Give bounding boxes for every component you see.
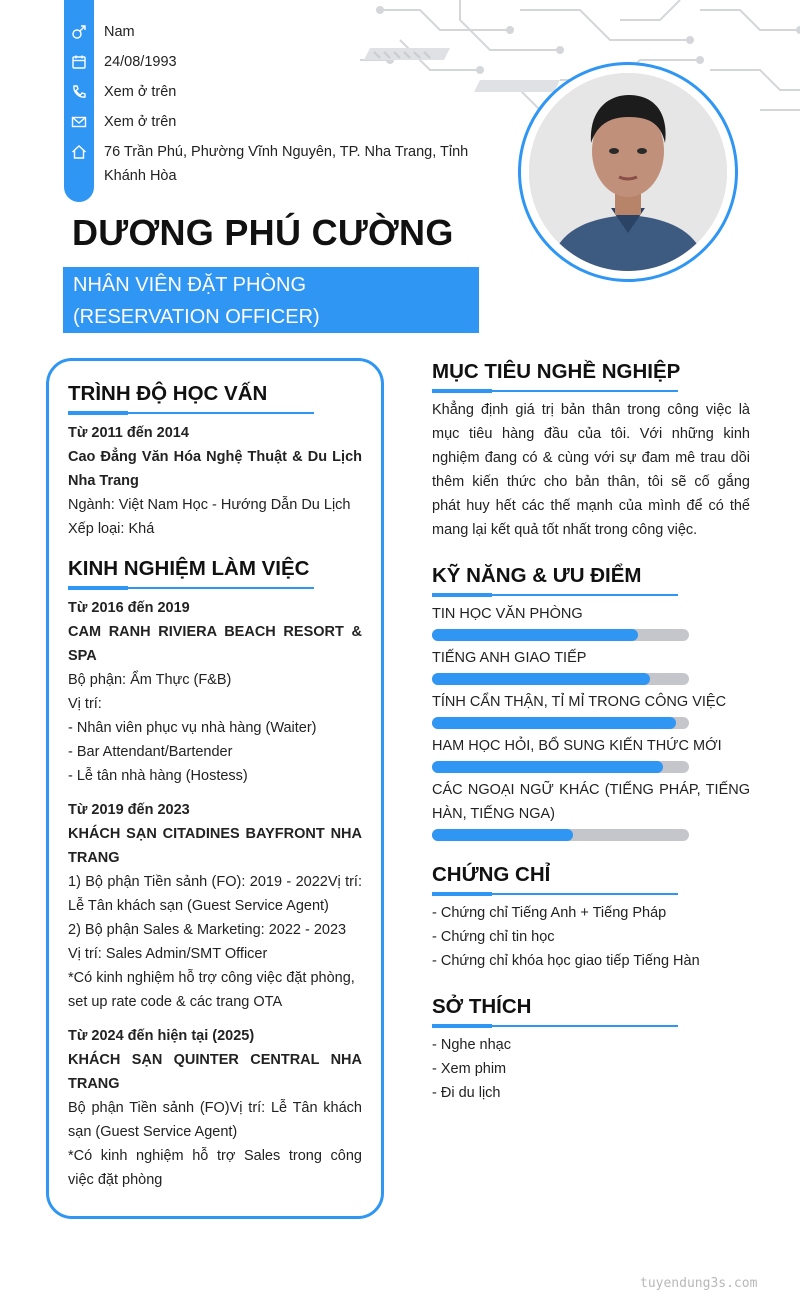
- job-title-line2: (RESERVATION OFFICER): [73, 306, 320, 328]
- job3-detail: việc đặt phòng: [68, 1172, 163, 1188]
- skill-bar-fill: [432, 673, 650, 685]
- objective-line: phát huy hết các thế mạnh của mình để có thể: [432, 498, 750, 514]
- job1-company-line2: SPA: [68, 648, 97, 664]
- education-grade: Xếp loại: Khá: [68, 521, 155, 537]
- job2-detail: set up rate code & các trang OTA: [68, 994, 283, 1010]
- skill-bar-fill: [432, 717, 676, 729]
- skill-label: TIN HỌC VĂN PHÒNG: [432, 606, 583, 622]
- job3-company-line2: TRANG: [68, 1076, 120, 1092]
- skills-heading-underline: [432, 594, 678, 596]
- job2-period: Từ 2019 đến 2023: [68, 802, 190, 818]
- birthday-text: 24/08/1993: [104, 54, 177, 70]
- job2-detail: *Có kinh nghiệm hỗ trợ công việc đặt phòng,: [68, 970, 355, 986]
- education-school-line1: Cao Đẳng Văn Hóa Nghệ Thuật & Du Lịch: [68, 449, 362, 465]
- profile-photo-frame: [518, 62, 738, 282]
- job2-detail: Vị trí: Sales Admin/SMT Officer: [68, 946, 268, 962]
- education-major: Ngành: Việt Nam Học - Hướng Dẫn Du Lịch: [68, 497, 351, 513]
- experience-heading: KINH NGHIỆM LÀM VIỆC: [68, 557, 310, 580]
- mail-icon: [64, 110, 94, 134]
- email-text: Xem ở trên: [104, 114, 177, 130]
- contact-gender: [64, 20, 474, 44]
- phone-text: Xem ở trên: [104, 84, 177, 100]
- gender-icon: [64, 20, 94, 44]
- skill-bar-track: [432, 761, 689, 773]
- job-title-banner: [63, 267, 479, 333]
- objective-line: thêm kiến thức cho bản thân, tôi sẽ cố gắng: [432, 474, 750, 490]
- hobbies-heading: SỞ THÍCH: [432, 995, 532, 1018]
- job2-detail: 2) Bộ phận Sales & Marketing: 2022 - 2023: [68, 922, 347, 938]
- job3-company-line1: KHÁCH SẠN QUINTER CENTRAL NHA: [68, 1052, 362, 1068]
- skill-bar-track: [432, 829, 689, 841]
- education-period: Từ 2011 đến 2014: [68, 425, 189, 441]
- job-title-line1: NHÂN VIÊN ĐẶT PHÒNG: [73, 274, 306, 296]
- skill-bar-fill: [432, 629, 638, 641]
- home-icon: [64, 140, 94, 164]
- skill-bar-fill: [432, 829, 573, 841]
- contact-email: [64, 110, 474, 134]
- hobbies-heading-underline: [432, 1025, 678, 1027]
- job3-detail: Bộ phận Tiền sảnh (FO)Vị trí: Lễ Tân khách: [68, 1100, 362, 1116]
- contact-birthday: [64, 50, 474, 74]
- job3-detail: sạn (Guest Service Agent): [68, 1124, 238, 1140]
- job2-detail: Lễ Tân khách sạn (Guest Service Agent): [68, 898, 329, 914]
- job1-detail: Bộ phận: Ẩm Thực (F&B): [68, 672, 232, 688]
- calendar-icon: [64, 50, 94, 74]
- certificate-item: - Chứng chỉ khóa học giao tiếp Tiếng Hàn: [432, 953, 700, 969]
- site-watermark: tuyendung3s.com: [640, 1276, 758, 1291]
- skill-label-line2: HÀN, TIẾNG NGA): [432, 806, 555, 822]
- objective-line: mang lại kết quả tốt nhất trong công việc.: [432, 522, 698, 538]
- skill-bar-track: [432, 673, 689, 685]
- objective-heading: MỤC TIÊU NGHỀ NGHIỆP: [432, 360, 681, 383]
- certificate-item: - Chứng chỉ Tiếng Anh + Tiếng Pháp: [432, 905, 667, 921]
- full-name: DƯƠNG PHÚ CƯỜNG: [72, 212, 454, 253]
- skill-label: HAM HỌC HỎI, BỔ SUNG KIẾN THỨC MỚI: [432, 738, 722, 754]
- job3-detail: *Có kinh nghiệm hỗ trợ Sales trong công: [68, 1148, 362, 1164]
- job2-detail: 1) Bộ phận Tiền sảnh (FO): 2019 - 2022Vị trí:: [68, 874, 362, 890]
- skill-label: TIẾNG ANH GIAO TIẾP: [432, 650, 587, 666]
- objective-line: nghiệm đang có & cùng với sự đam mê trau dồi: [432, 450, 750, 466]
- job1-detail: - Bar Attendant/Bartender: [68, 744, 233, 760]
- gender-text: Nam: [104, 24, 135, 40]
- job1-company-line1: CAM RANH RIVIERA BEACH RESORT &: [68, 624, 362, 640]
- job1-period: Từ 2016 đến 2019: [68, 600, 190, 616]
- job3-period: Từ 2024 đến hiện tại (2025): [68, 1028, 255, 1044]
- objective-heading-underline: [432, 390, 678, 392]
- skill-bar-track: [432, 717, 689, 729]
- job1-detail: - Nhân viên phục vụ nhà hàng (Waiter): [68, 720, 317, 736]
- skill-bar-fill: [432, 761, 663, 773]
- skill-label: TÍNH CẨN THẬN, TỈ MỈ TRONG CÔNG VIỆC: [432, 694, 727, 710]
- objective-line: mục tiêu hàng đầu của tôi. Với những kinh: [432, 426, 750, 442]
- contact-phone: [64, 80, 474, 104]
- job2-company-line1: KHÁCH SẠN CITADINES BAYFRONT NHA: [68, 826, 362, 842]
- education-heading: TRÌNH ĐỘ HỌC VẤN: [68, 382, 268, 405]
- skills-heading: KỸ NĂNG & ƯU ĐIỂM: [432, 564, 642, 587]
- skill-label: CÁC NGOẠI NGỮ KHÁC (TIẾNG PHÁP, TIẾNG: [432, 782, 750, 798]
- objective-line: Khẳng định giá trị bản thân trong công việc là: [432, 402, 750, 418]
- contact-address: [64, 140, 474, 188]
- phone-icon: [64, 80, 94, 104]
- job2-company-line2: TRANG: [68, 850, 120, 866]
- address-text: 76 Trần Phú, Phường Vĩnh Nguyên, TP. Nha Trang, Tỉnh Khánh Hòa: [104, 144, 469, 184]
- education-heading-underline: [68, 412, 314, 414]
- certificates-heading: CHỨNG CHỈ: [432, 863, 551, 886]
- certificate-item: - Chứng chỉ tin học: [432, 929, 555, 945]
- education-school-line2: Nha Trang: [68, 473, 139, 489]
- certificates-heading-underline: [432, 893, 678, 895]
- hobby-item: - Nghe nhạc: [432, 1037, 511, 1053]
- experience-heading-underline: [68, 587, 314, 589]
- job1-detail: Vị trí:: [68, 696, 102, 712]
- hobby-item: - Xem phim: [432, 1061, 507, 1077]
- skill-bar-track: [432, 629, 689, 641]
- job1-detail: - Lễ tân nhà hàng (Hostess): [68, 768, 248, 784]
- hobby-item: - Đi du lịch: [432, 1085, 501, 1101]
- profile-photo: [529, 73, 727, 271]
